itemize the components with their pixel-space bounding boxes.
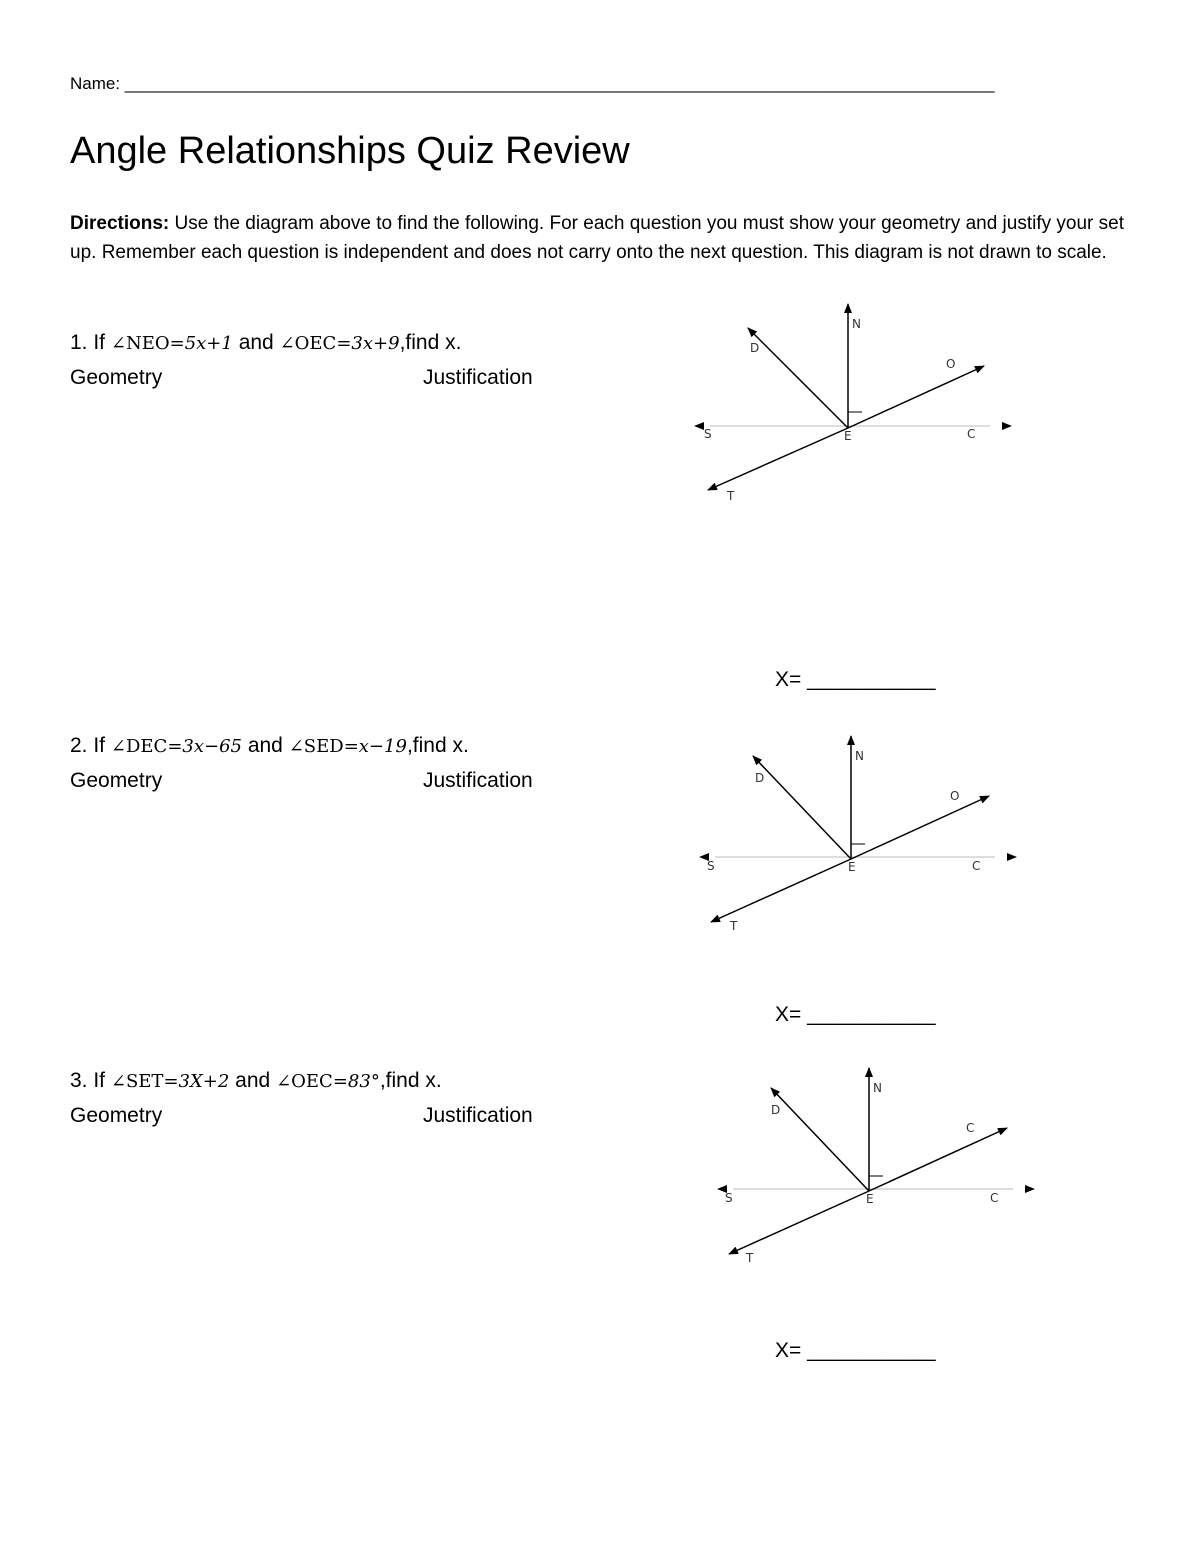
question-suffix: ,find x. xyxy=(379,1069,442,1092)
justification-label: Justification xyxy=(423,366,533,389)
question-suffix: ,find x. xyxy=(406,734,469,757)
label-n: N xyxy=(852,317,861,331)
label-c: C xyxy=(967,427,976,441)
answer-blank[interactable]: X= ___________ xyxy=(775,668,936,691)
label-e: E xyxy=(866,1192,874,1206)
label-n: N xyxy=(855,749,864,763)
question-prefix: 2. If xyxy=(70,734,106,757)
geometry-label: Geometry xyxy=(70,769,163,792)
line-ot xyxy=(729,1191,869,1254)
answer-blank[interactable]: X= ___________ xyxy=(775,1339,936,1362)
line-ot xyxy=(708,428,848,490)
joiner: and xyxy=(238,331,274,354)
geometry-label: Geometry xyxy=(70,366,163,389)
line-to xyxy=(869,1128,1007,1191)
joiner: and xyxy=(235,1069,271,1092)
justification-label: Justification xyxy=(423,1104,533,1127)
label-s: S xyxy=(704,427,712,441)
directions xyxy=(70,209,1130,267)
label-t: T xyxy=(746,1251,754,1265)
label-e: E xyxy=(848,860,856,874)
angle-diagram xyxy=(690,300,1020,510)
label-e: E xyxy=(844,429,852,443)
question-3 xyxy=(70,1069,442,1093)
arrowhead-c xyxy=(1002,422,1012,430)
question-suffix: ,find x. xyxy=(399,331,462,354)
name-line[interactable]: Name: ____________________________________________________________________________________________ xyxy=(70,74,995,93)
label-s: S xyxy=(725,1191,733,1205)
angle-diagram xyxy=(713,1064,1043,1274)
label-o: C xyxy=(966,1121,975,1135)
question-1 xyxy=(70,331,461,355)
label-n: N xyxy=(873,1081,882,1095)
justification-label: Justification xyxy=(423,769,533,792)
ray-ed xyxy=(771,1088,869,1191)
angle-expression-2: ∠OEC=83° xyxy=(276,1071,380,1092)
joiner: and xyxy=(247,734,283,757)
angle-expression-1: ∠SET=3X+2 xyxy=(110,1071,230,1092)
ray-ed xyxy=(753,756,851,859)
question-prefix: 3. If xyxy=(70,1069,106,1092)
line-ot xyxy=(711,859,851,922)
line-to xyxy=(848,366,984,428)
answer-blank[interactable]: X= ___________ xyxy=(775,1003,936,1026)
label-t: T xyxy=(727,489,735,503)
line-to xyxy=(851,796,989,859)
angle-expression-2: ∠OEC=3x+9 xyxy=(279,333,400,354)
arrowhead-c xyxy=(1025,1185,1035,1193)
arrowhead-c xyxy=(1007,853,1017,861)
angle-diagram xyxy=(695,732,1025,942)
directions-text: Use the diagram above to find the following. For each question you must show your geometry and justify your set up. Remember each question is independent and does not carry onto the next question. This diagram is not drawn to scale. xyxy=(70,213,1124,263)
angle-expression-2: ∠SED=x−19 xyxy=(288,736,407,757)
label-s: S xyxy=(707,859,715,873)
arrowhead-s xyxy=(694,422,704,430)
label-c: C xyxy=(990,1191,999,1205)
label-t: T xyxy=(730,919,738,933)
geometry-label: Geometry xyxy=(70,1104,163,1127)
label-o: O xyxy=(946,357,956,371)
label-d: D xyxy=(750,341,760,355)
label-c: C xyxy=(972,859,981,873)
question-2 xyxy=(70,734,469,758)
ray-ed xyxy=(748,328,848,428)
directions-label: Directions: xyxy=(70,213,170,234)
label-d: D xyxy=(771,1103,781,1117)
label-o: O xyxy=(950,789,960,803)
page-title: Angle Relationships Quiz Review xyxy=(70,130,630,172)
angle-expression-1: ∠NEO=5x+1 xyxy=(110,333,233,354)
question-prefix: 1. If xyxy=(70,331,106,354)
label-d: D xyxy=(755,771,765,785)
angle-expression-1: ∠DEC=3x−65 xyxy=(110,736,242,757)
